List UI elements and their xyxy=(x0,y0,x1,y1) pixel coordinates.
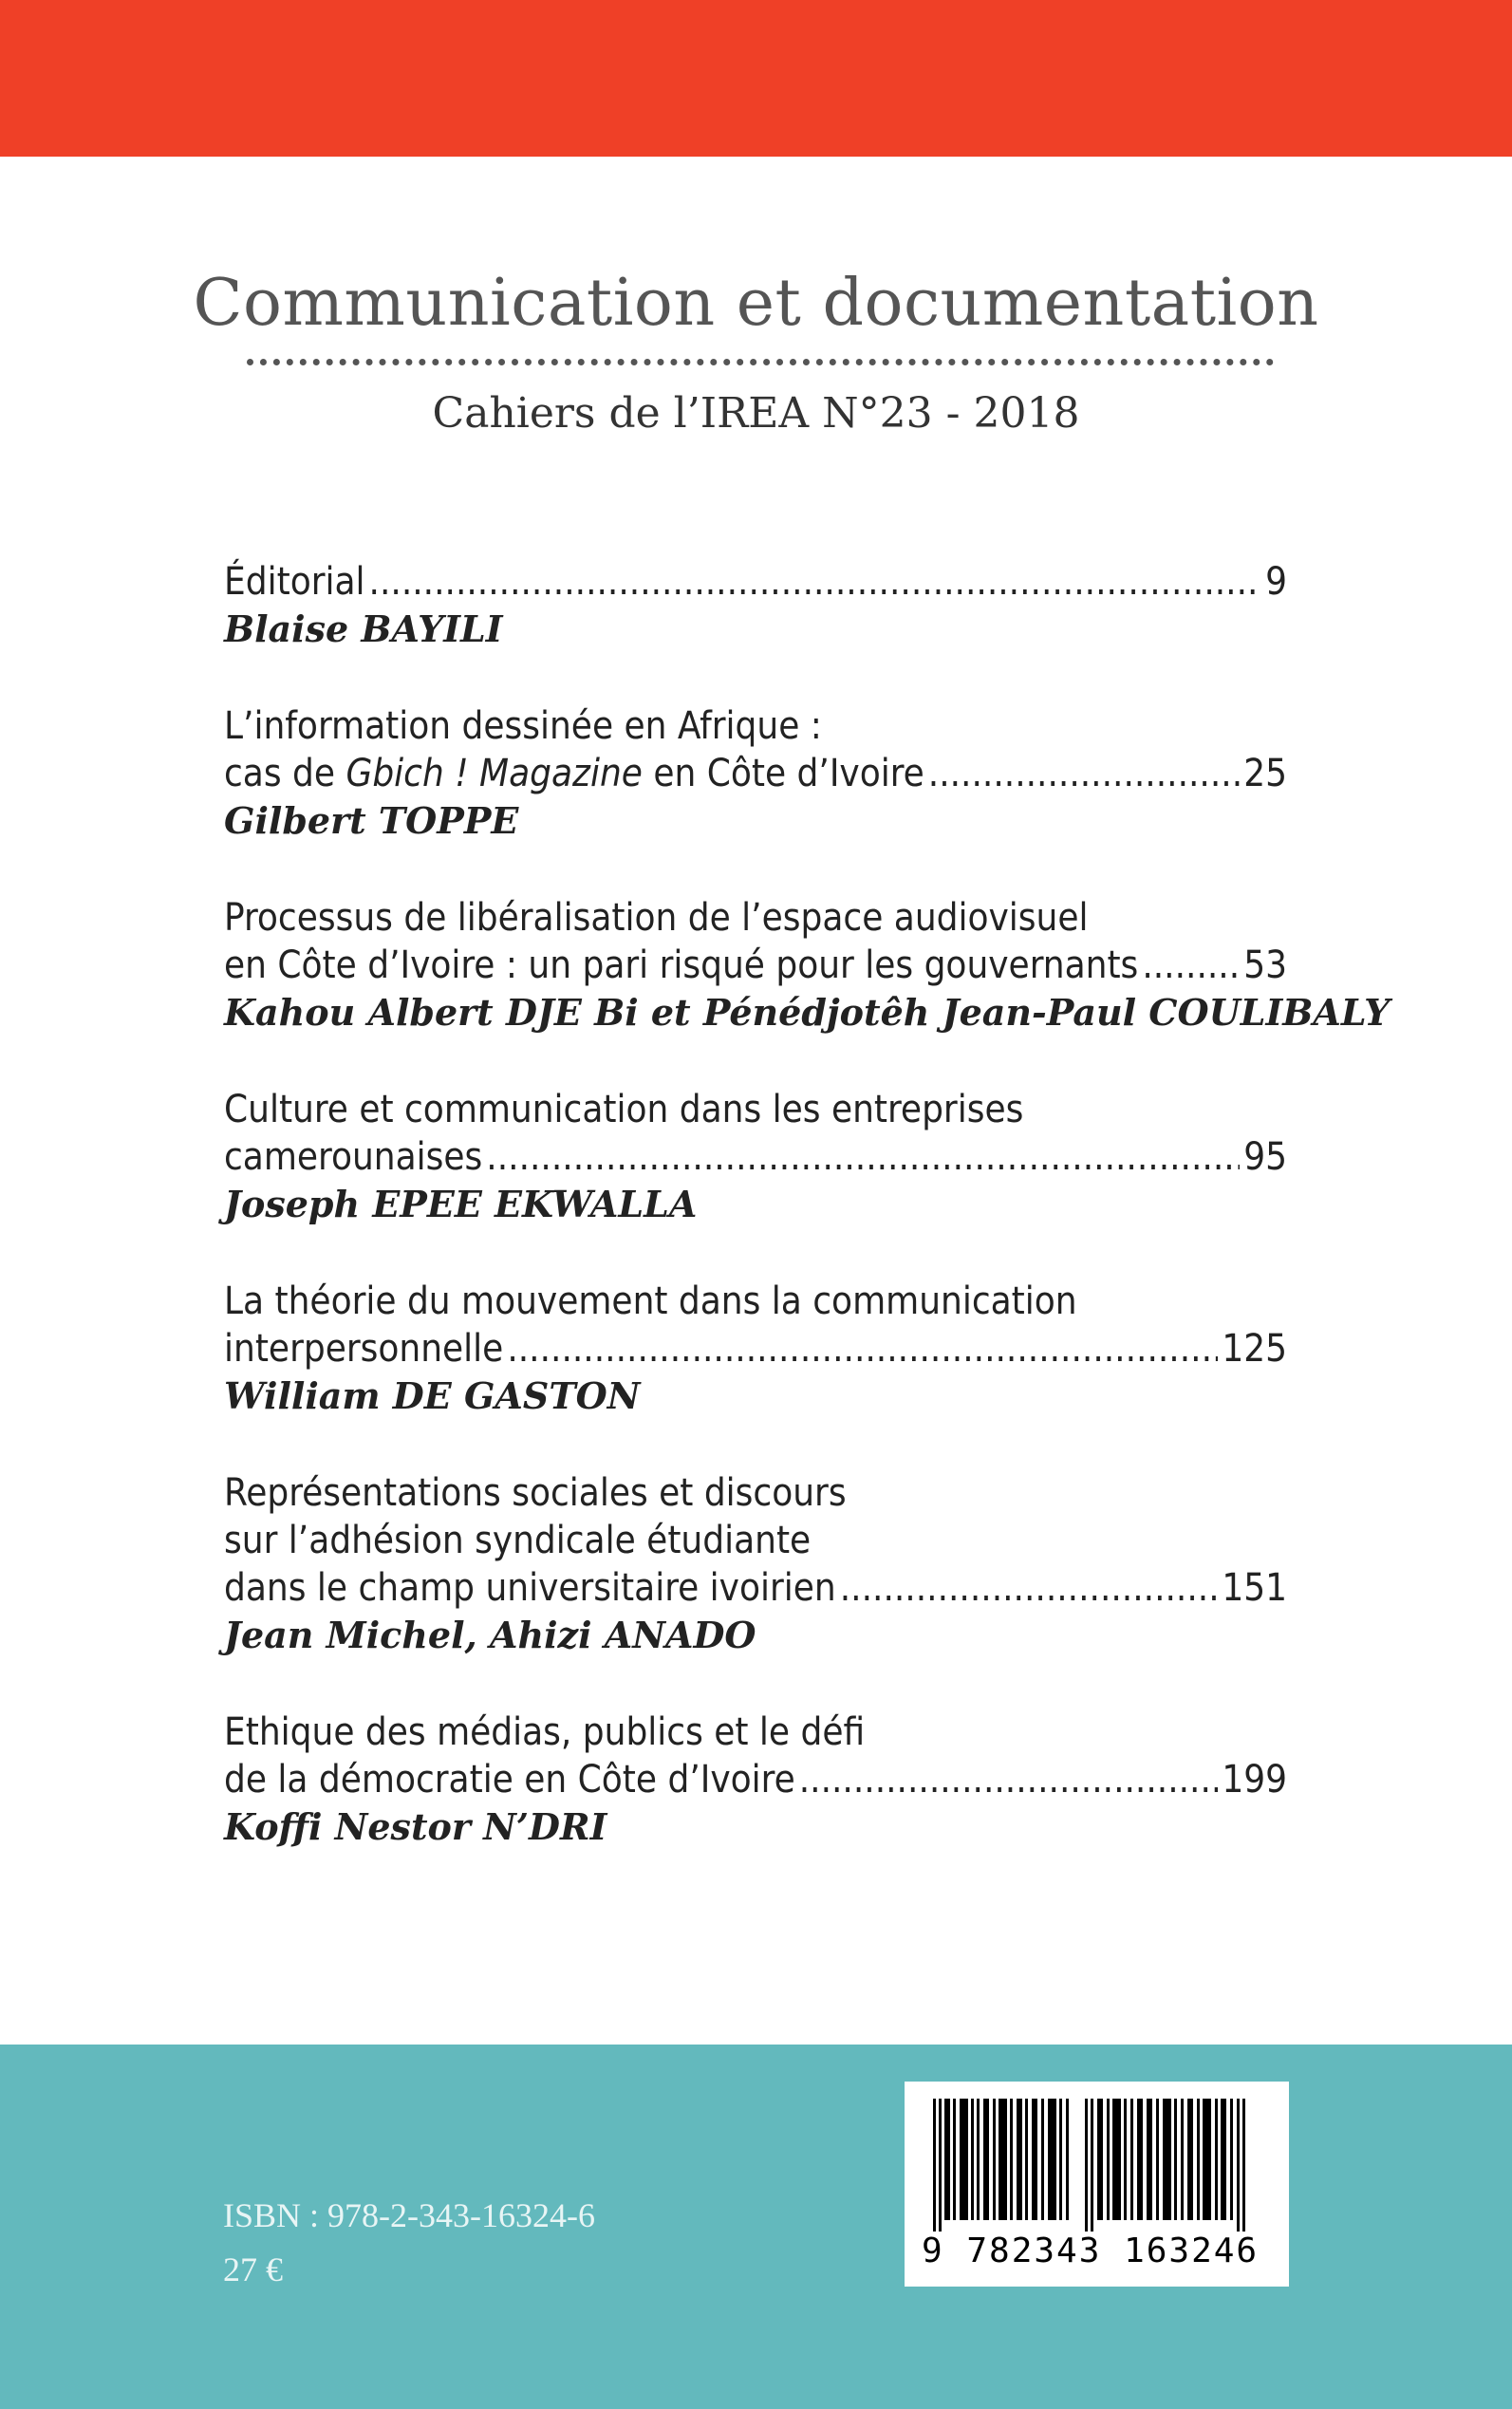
toc-line xyxy=(224,1564,1287,1612)
toc-entry-representations xyxy=(224,1469,1287,1659)
magazine-name: Gbich ! Magazine xyxy=(345,752,643,795)
barcode-number: 9 782343 163246 xyxy=(922,2232,1260,2270)
article-author: Koffi Nestor N’DRI xyxy=(224,1805,607,1848)
dot-leader xyxy=(928,750,1240,797)
article-title: Processus de libéralisation de l’espace audiovisuel xyxy=(224,896,1089,940)
page-number: 199 xyxy=(1222,1758,1287,1802)
toc-line xyxy=(224,1133,1287,1181)
article-author: Joseph EPEE EKWALLA xyxy=(224,1183,698,1225)
article-title: Éditorial xyxy=(224,560,365,604)
article-title: cas de Gbich ! Magazine en Côte d’Ivoire xyxy=(224,752,924,795)
page-number: 125 xyxy=(1222,1327,1287,1371)
toc-entry-information-dessinee xyxy=(224,702,1287,845)
article-title: Culture et communication dans les entreprises xyxy=(224,1088,1024,1131)
page-number: 53 xyxy=(1243,943,1287,987)
top-color-band xyxy=(0,0,1512,157)
article-title: de la démocratie en Côte d’Ivoire xyxy=(224,1758,795,1802)
article-author: Blaise BAYILI xyxy=(224,607,503,650)
article-title: en Côte d’Ivoire : un pari risqué pour les gouvernants xyxy=(224,943,1139,987)
page-number: 151 xyxy=(1222,1566,1287,1610)
toc-line xyxy=(224,1325,1287,1373)
isbn-text: ISBN : 978-2-343-16324-6 xyxy=(223,2196,595,2234)
article-title: Ethique des médias, publics et le défi xyxy=(224,1710,866,1754)
article-title: La théorie du mouvement dans la communication xyxy=(224,1279,1077,1323)
article-title: Représentations sociales et discours xyxy=(224,1471,847,1515)
dotted-divider xyxy=(247,359,1274,365)
toc-entry-liberalisation xyxy=(224,894,1391,1036)
dot-leader xyxy=(369,558,1262,606)
page-title: Communication et documentation xyxy=(193,266,1319,341)
article-author: William DE GASTON xyxy=(224,1374,641,1417)
toc-entry-editorial xyxy=(224,558,1287,653)
article-author: Gilbert TOPPE xyxy=(224,799,519,842)
barcode-bars-icon xyxy=(933,2099,1260,2232)
toc-entry-culture xyxy=(224,1086,1287,1228)
toc-line xyxy=(224,1756,1287,1803)
dot-leader xyxy=(799,1756,1219,1803)
dot-leader xyxy=(1142,942,1240,989)
page-number: 9 xyxy=(1265,560,1287,604)
article-author: Jean Michel, Ahizi ANADO xyxy=(224,1614,756,1656)
dot-leader xyxy=(507,1325,1218,1373)
toc-line xyxy=(224,558,1287,606)
toc-line xyxy=(224,942,1287,989)
page-number: 95 xyxy=(1243,1135,1287,1179)
toc-line xyxy=(224,750,1287,797)
toc-entry-mouvement xyxy=(224,1278,1287,1420)
price-text: 27 € xyxy=(223,2250,283,2288)
article-title: interpersonnelle xyxy=(224,1327,504,1371)
issue-subtitle: Cahiers de l’IREA N°23 - 2018 xyxy=(432,389,1080,438)
toc-entry-ethique xyxy=(224,1709,1287,1851)
article-title: camerounaises xyxy=(224,1135,483,1179)
article-title: sur l’adhésion syndicale étudiante xyxy=(224,1519,812,1562)
dot-leader xyxy=(840,1564,1219,1612)
article-author: Kahou Albert DJE Bi et Pénédjotêh Jean-Paul COULIBALY xyxy=(224,991,1391,1034)
page-number: 25 xyxy=(1243,752,1287,795)
table-of-contents xyxy=(224,558,1391,1900)
article-title: L’information dessinée en Afrique : xyxy=(224,704,822,748)
dot-leader xyxy=(486,1133,1240,1181)
article-title: dans le champ universitaire ivoirien xyxy=(224,1566,836,1610)
barcode xyxy=(905,2082,1289,2287)
